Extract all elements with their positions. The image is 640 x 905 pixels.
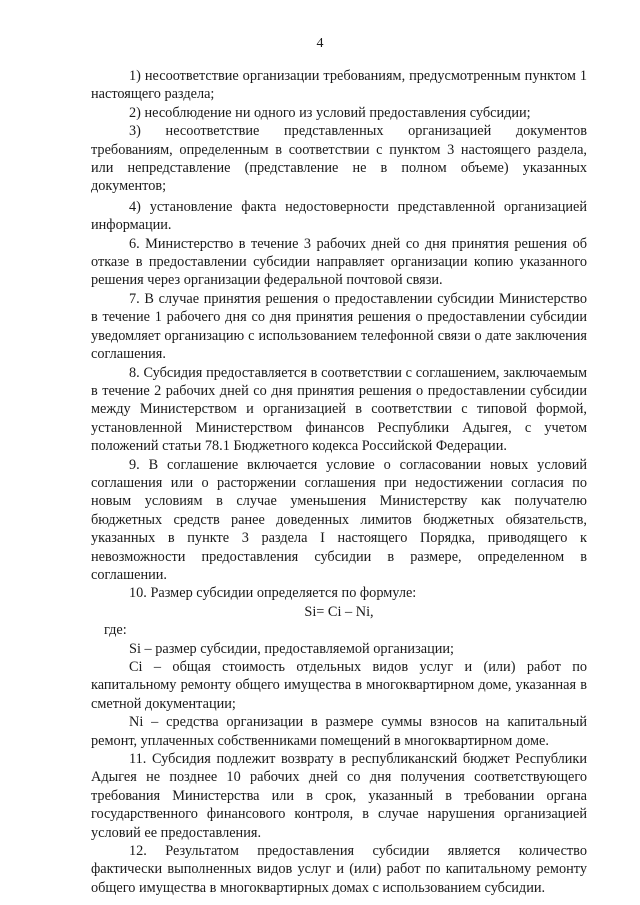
paragraph-8: 8. Субсидия предоставляется в соответствии с соглашением, заключаемым в течение 2 рабочих дней со дня принятия решения о предоставлении субсидии между Министерством и организацией в соответствии с типовой формой, установленной Министерством финансов Республики Адыгея, с учетом положений статьи 78.1 Бюджетного кодекса Российской Федерации. xyxy=(91,364,587,455)
paragraph-item-1: 1) несоответствие организации требованиям, предусмотренным пунктом 1 настоящего раздела; xyxy=(91,68,587,103)
definition-ci: Ci – общая стоимость отдельных видов услуг и (или) работ по капитальному ремонту общего имущества в многоквартирном доме, указанная в сметной документации; xyxy=(91,659,587,712)
paragraph-9: 9. В соглашение включается условие о согласовании новых условий соглашения или о расторжении соглашения при недостижении согласия по новым условиям в случае уменьшения Министерству как получателю бюджетных средств ранее доведенных лимитов бюджетных обязательств, указанных в пункте 3 раздела I настоящего Порядка, приводящего к невозможности предоставления субсидии в размере, определенном в соглашении. xyxy=(91,456,587,583)
paragraph-item-3: 3) несоответствие представленных организацией документов требованиям, определенным в соответствии с пунктом 3 настоящего раздела, или непредставление (представление не в полном объеме) указанных документов; xyxy=(91,123,587,195)
definition-ni: Ni – средства организации в размере суммы взносов на капитальный ремонт, уплаченных собственниками помещений в многоквартирном доме. xyxy=(91,714,587,749)
paragraph-10: 10. Размер субсидии определяется по формуле: xyxy=(129,585,417,602)
paragraph-7: 7. В случае принятия решения о предоставлении субсидии Министерство в течение 1 рабочего дня со дня принятия решения о предоставлении субсидии уведомляет организацию с использованием телефонной связи о дате заключения соглашения. xyxy=(91,290,587,363)
paragraph-11: 11. Субсидия подлежит возврату в республиканский бюджет Республики Адыгея не позднее 10 рабочих дней со дня получения соответствующего требования Министерства или в срок, указанный в требовании органа государственного финансового контроля, в случае нарушения организацией условий ее предоставления. xyxy=(91,751,587,841)
page-number: 4 xyxy=(316,36,324,51)
formula-where-label: где: xyxy=(104,622,127,639)
paragraph-12: 12. Результатом предоставления субсидии является количество фактически выполненных видов услуг и (или) работ по капитальному ремонту общего имущества в многоквартирных домах с использованием субсидии. xyxy=(91,843,587,896)
definition-si: Si – размер субсидии, предоставляемой организации; xyxy=(129,640,455,657)
paragraph-item-2: 2) несоблюдение ни одного из условий предоставления субсидии; xyxy=(129,104,531,121)
paragraph-item-4: 4) установление факта недостоверности представленной организацией информации. xyxy=(91,198,587,234)
paragraph-6: 6. Министерство в течение 3 рабочих дней со дня принятия решения об отказе в предоставлении субсидии направляет организации копию указанного решения через организации федеральной почтовой связи. xyxy=(91,235,587,289)
formula: Si= Ci – Ni, xyxy=(304,603,374,620)
document-body xyxy=(91,67,587,897)
